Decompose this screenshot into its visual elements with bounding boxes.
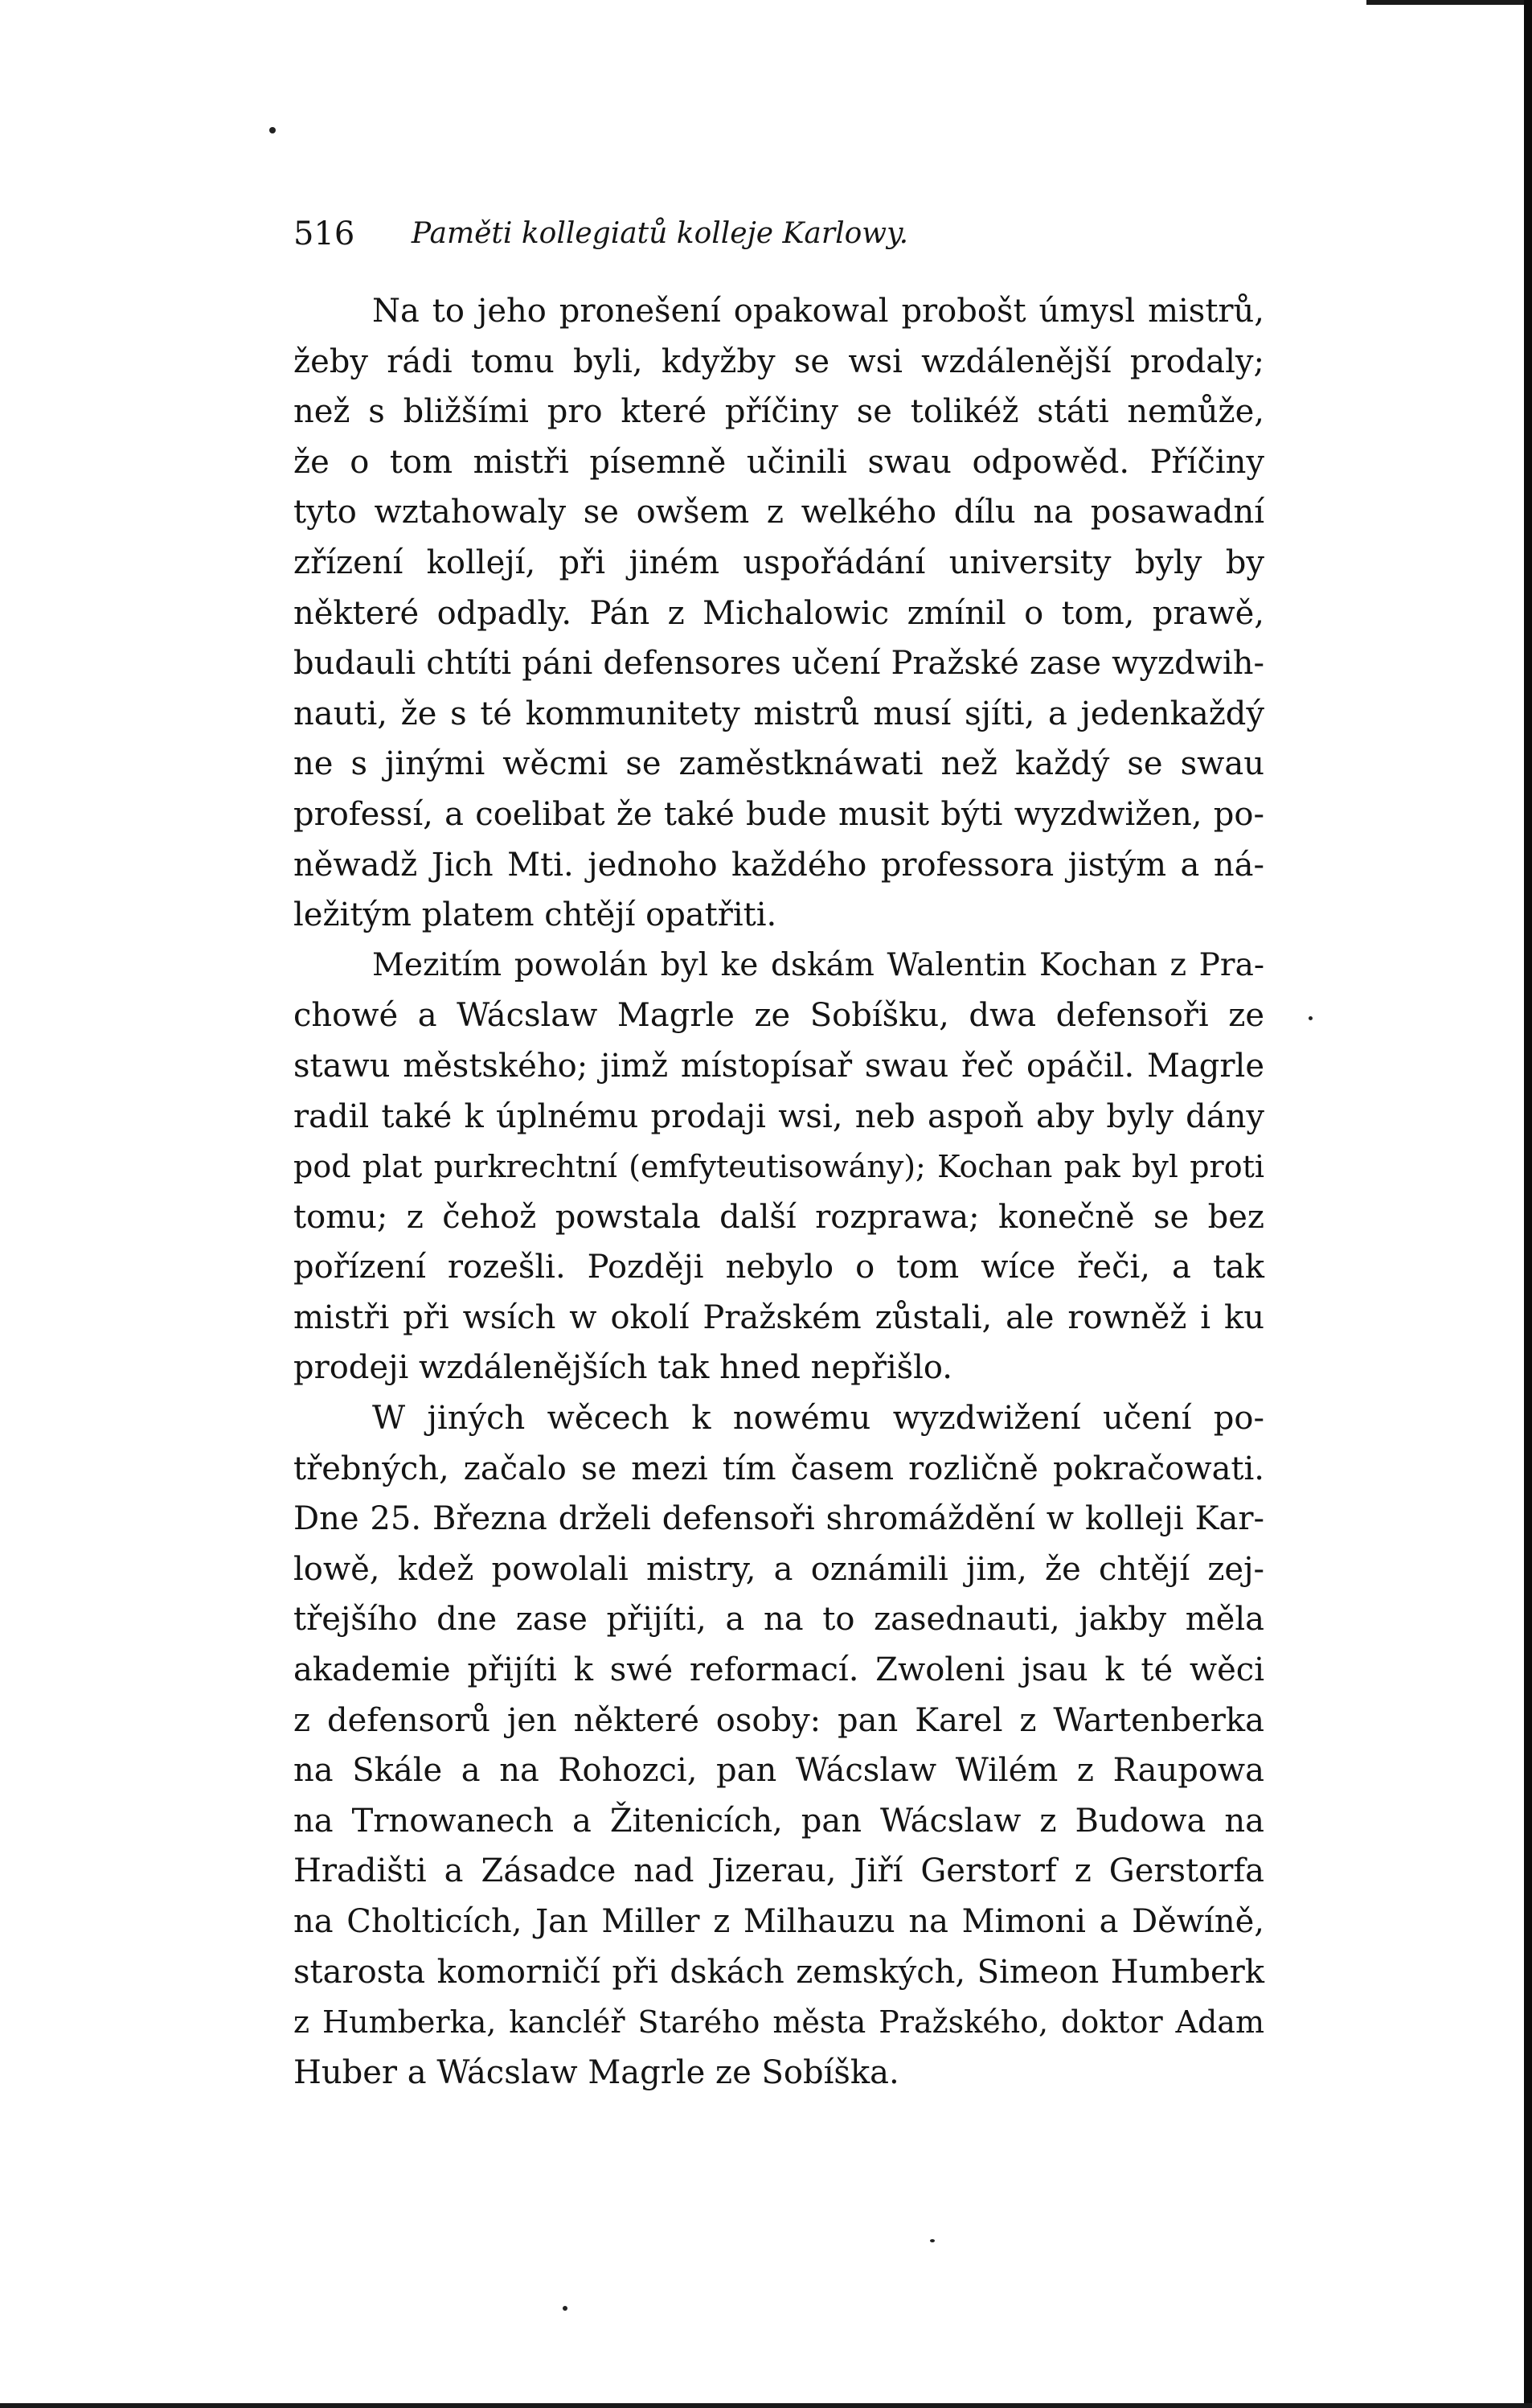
text-line: Huber a Wácslaw Magrle ze Sobíška. xyxy=(293,2053,899,2091)
running-title: Paměti kollegiatů kolleje Karlowy. xyxy=(411,217,909,250)
paragraph-2 xyxy=(293,941,1264,1393)
text-line: na Skále a na Rohozci, pan Wácslaw Wilém z Raupowa xyxy=(293,1752,1264,1790)
scan-speck xyxy=(269,127,276,133)
text-line: professí, a coelibat že také bude musit býti wyzdwižen, po- xyxy=(293,795,1264,833)
scan-edge-bottom xyxy=(0,2403,1532,2408)
text-line: nauti, že s té kommunitety mistrů musí sjíti, a jedenkaždý xyxy=(293,695,1264,732)
text-line: tyto wztahowaly se owšem z welkého dílu na posawadní xyxy=(293,494,1264,531)
paragraph-3 xyxy=(293,1393,1264,2098)
paragraph-1 xyxy=(293,286,1264,941)
text-line: mistři při wsích w okolí Pražském zůstali, ale rowněž i ku xyxy=(293,1298,1264,1336)
text-line: lowě, kdež powolali mistry, a oznámili jim, že chtějí zej- xyxy=(293,1550,1264,1588)
text-line: na Trnowanech a Žitenicích, pan Wácslaw z Budowa na xyxy=(293,1802,1264,1840)
text-line: pod plat purkrechtní (emfyteutisowány); Kochan pak byl proti xyxy=(293,1149,1264,1185)
text-line: z defensorů jen některé osoby: pan Karel z Wartenberka xyxy=(293,1701,1264,1739)
text-line: prodeji wzdálenějších tak hned nepřišlo. xyxy=(293,1349,953,1387)
text-line: žeby rádi tomu byli, kdyžby se wsi wzdálenější prodaly; xyxy=(293,343,1264,380)
text-line: Mezitím powolán byl ke dskám Walentin Kochan z Pra- xyxy=(372,946,1264,983)
text-line: budauli chtíti páni defensores učení Pražské zase wyzdwih- xyxy=(293,645,1264,683)
text-line: Na to jeho pronešení opakowal probošt úmysl mistrů, xyxy=(372,293,1264,330)
scan-edge-top xyxy=(1366,0,1532,5)
text-line: na Cholticích, Jan Miller z Milhauzu na Mimoni a Děwíně, xyxy=(293,1903,1264,1940)
text-line: akademie přijíti k swé reformací. Zwoleni jsau k té wěci xyxy=(293,1651,1264,1689)
scan-speck xyxy=(1309,1016,1313,1020)
text-line: ne s jinými wěcmi se zaměstknáwati než každý se swau xyxy=(293,745,1264,783)
text-line: něwadž Jich Mti. jednoho každého professora jistým a ná- xyxy=(293,846,1264,884)
scan-speck xyxy=(930,2239,935,2242)
text-line: že o tom mistři písemně učinili swau odpowěd. Příčiny xyxy=(293,443,1264,481)
text-line: Dne 25. Března drželi defensoři shromáždění w kolleji Kar- xyxy=(293,1500,1264,1538)
scan-speck xyxy=(563,2306,567,2311)
text-line: Hradišti a Zásadce nad Jizerau, Jiří Gerstorf z Gerstorfa xyxy=(293,1852,1264,1890)
page-number: 516 xyxy=(293,215,355,252)
text-line: radil také k úplnému prodaji wsi, neb aspoň aby byly dány xyxy=(293,1097,1264,1135)
text-line: W jiných wěcech k nowému wyzdwižení učení po- xyxy=(372,1400,1264,1438)
text-line: třejšího dne zase přijíti, a na to zasednauti, jakby měla xyxy=(293,1601,1264,1639)
body-text xyxy=(293,286,1264,2098)
text-line: ležitým platem chtějí opatřiti. xyxy=(293,896,777,934)
text-line: tomu; z čehož powstala další rozprawa; konečně se bez xyxy=(293,1198,1264,1236)
text-line: z Humberka, kancléř Starého města Pražského, doktor Adam xyxy=(293,2004,1264,2041)
text-line: starosta komorničí při dskách zemských, Simeon Humberk xyxy=(293,1953,1264,1991)
text-line: třebných, začalo se mezi tím časem rozličně pokračowati. xyxy=(293,1450,1264,1487)
text-line: pořízení rozešli. Později nebylo o tom wíce řeči, a tak xyxy=(293,1249,1264,1286)
text-line: než s bližšími pro které příčiny se tolikéž státi nemůže, xyxy=(293,393,1264,431)
scan-edge-right xyxy=(1524,0,1532,2408)
text-line: některé odpadly. Pán z Michalowic zmínil o tom, prawě, xyxy=(293,594,1264,632)
text-line: chowé a Wácslaw Magrle ze Sobíšku, dwa defensoři ze xyxy=(293,997,1264,1035)
text-line: zřízení kollejí, při jiném uspořádání university byly by xyxy=(293,544,1264,581)
page-header xyxy=(293,215,1026,264)
text-line: stawu městského; jimž místopísař swau řeč opáčil. Magrle xyxy=(293,1047,1264,1085)
